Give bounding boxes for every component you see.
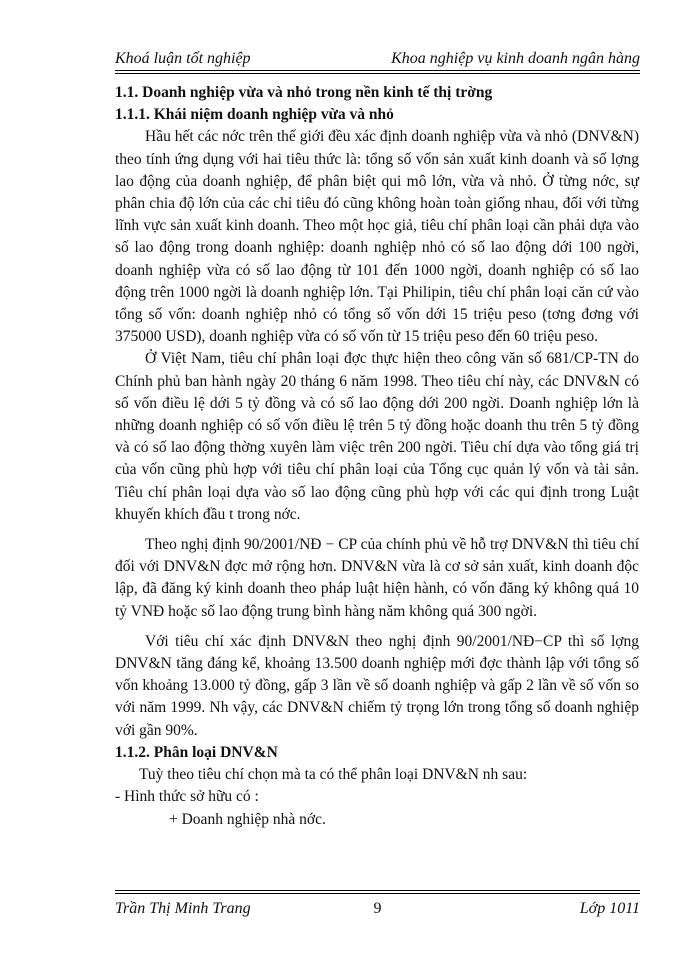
page-footer bbox=[115, 893, 640, 924]
header-right: Khoa nghiệp vụ kinh doanh ngân hàng bbox=[391, 50, 640, 67]
subsection-heading: 1.1.1. Khái niệm doanh nghiệp vừa và nhỏ bbox=[115, 106, 394, 124]
paragraph-1: Hầu hết các nớc trên thế giới đều xác định doanh nghiệp vừa và nhỏ (DNV&N) theo tính ứng dụng với hai tiêu thức là: tổng số vốn sản xuất kinh doanh và số lợng lao động của doanh nghiệp, để phân biệt qui mô lớn, vừa và nhỏ. Ở từng nớc, sự phân chia độ lớn của các chỉ tiêu đó cũng không hoàn toàn giống nhau, đối với từng lĩnh vực sản xuất kinh doanh. Theo một học giả, tiêu chí phân loại cần phải dựa vào số lao động trong doanh nghiệp: doanh nghiệp nhỏ có số lao động dới 100 ngời, doanh nghiệp vừa có số lao động từ 101 đến 1000 ngời, doanh nghiệp có số lao động trên 1000 ngời là doanh nghiệp lớn. Tại Philipin, tiêu chí phân loại căn cứ vào tổng số vốn: doanh nghiệp nhỏ có tổng số vốn dới 15 triệu peso (tơng đơng với 375000 USD), doanh nghiệp vừa có số vốn từ 15 triệu peso đến 60 triệu peso. bbox=[115, 128, 639, 346]
section-heading: 1.1. Doanh nghiệp vừa và nhỏ trong nền kinh tế thị trờng bbox=[115, 84, 493, 101]
page-header bbox=[115, 44, 640, 71]
header-left: Khoá luận tốt nghiệp bbox=[115, 50, 251, 67]
list-subitem-state: + Doanh nghiệp nhà nớc. bbox=[169, 810, 326, 828]
page-content bbox=[115, 82, 639, 831]
paragraph-5: Tuỳ theo tiêu chí chọn mà ta có thể phân loại DNV&N nh sau: bbox=[139, 766, 528, 784]
paragraph-3: Theo nghị định 90/2001/NĐ − CP của chính phủ về hỗ trợ DNV&N thì tiêu chí đối với DNV&N đợc mở rộng hơn. DNV&N vừa là cơ sở sản xuất, kinh doanh độc lập, đã đăng ký kinh doanh theo pháp luật hiện hành, có vốn đăng ký không quá 10 tỷ VNĐ hoặc số lao động trung bình hàng năm không quá 300 ngời. bbox=[115, 536, 639, 620]
footer-author: Trần Thị Minh Trang bbox=[115, 900, 251, 917]
subsection-heading-2: 1.1.2. Phân loại DNV&N bbox=[115, 743, 278, 761]
footer-class: Lớp 1011 bbox=[579, 900, 640, 917]
page-number: 9 bbox=[373, 900, 382, 917]
list-item-ownership: - Hình thức sở hữu có : bbox=[115, 788, 259, 806]
paragraph-4: Với tiêu chí xác định DNV&N theo nghị định 90/2001/NĐ−CP thì số lợng DNV&N tăng đáng kể, khoảng 13.500 doanh nghiệp mới đợc thành lập với tổng số vốn khoảng 13.000 tỷ đồng, gấp 3 lần về số doanh nghiệp và gấp 2 lần về số vốn so với năm 1999. Nh vậy, các DNV&N chiếm tỷ trọng lớn trong tổng số doanh nghiệp với gần 90%. bbox=[115, 632, 639, 739]
paragraph-2: Ở Việt Nam, tiêu chí phân loại đợc thực hiện theo công văn số 681/CP-TN do Chính phủ ban hành ngày 20 tháng 6 năm 1998. Theo tiêu chí này, các DNV&N có số vốn điều lệ dới 5 tỷ đồng và có số lao động dới 200 ngời. Doanh nghiệp lớn là những doanh nghiệp có số vốn điều lệ trên 5 tỷ đồng hoặc doanh thu trên 5 tỷ đồng và có số lao động thờng xuyên làm việc trên 200 ngời. Tiêu chí dựa vào tổng giá trị của vốn cũng phù hợp với tiêu chí phân loại của Tổng cục quản lý vốn và tài sản. Tiêu chí phân loại dựa vào số lao động cũng phù hợp với các qui định trong Luật khuyến khích đầu t trong nớc. bbox=[115, 350, 639, 523]
